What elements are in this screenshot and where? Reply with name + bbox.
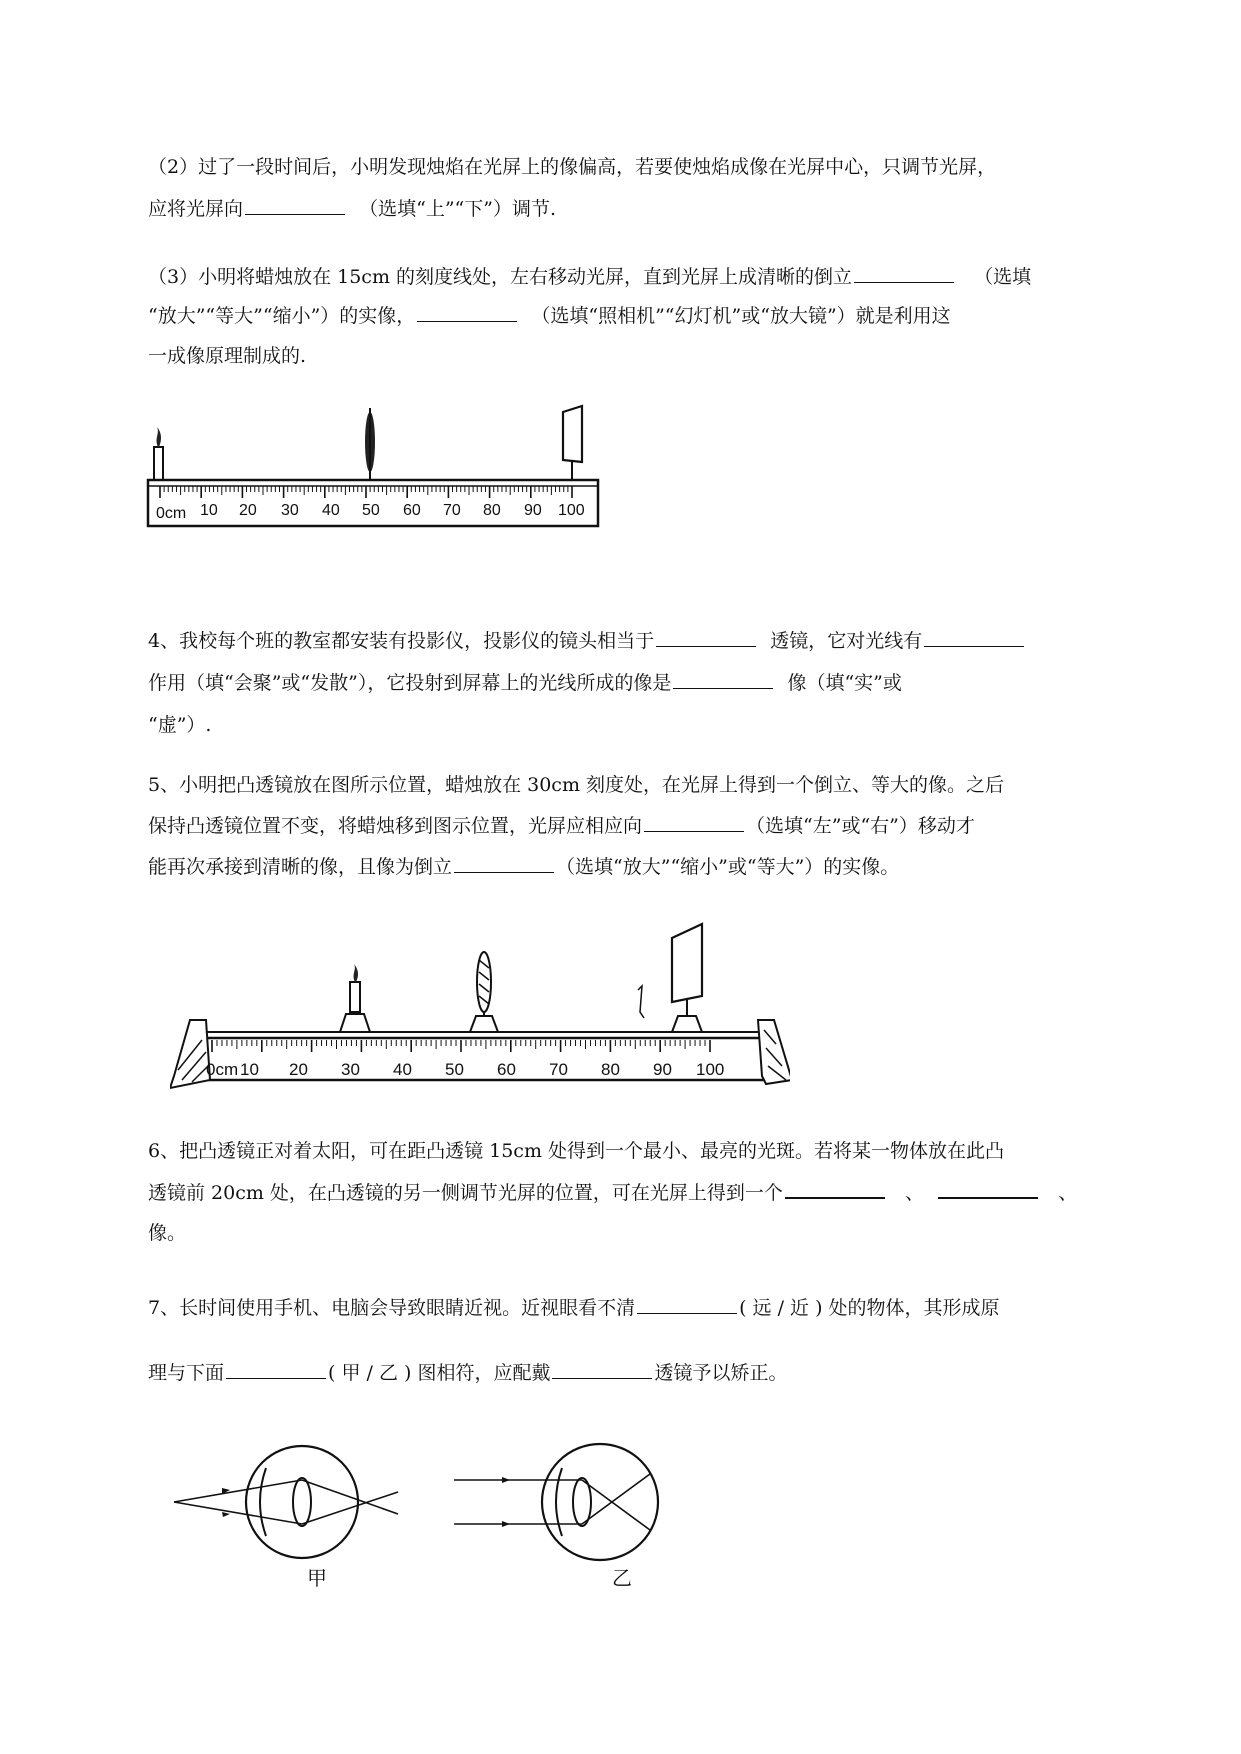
ruler-label: 100	[558, 502, 585, 519]
q6-separator: 、	[1058, 1182, 1078, 1204]
ruler-label: 50	[362, 502, 380, 519]
q7-text-d: ( 甲 / 乙 ) 图相符，应配戴	[328, 1362, 551, 1384]
q6-line1	[148, 1138, 1004, 1164]
ruler-label: 20	[239, 502, 257, 519]
answer-blank[interactable]	[656, 628, 756, 647]
ruler-label: 80	[483, 502, 501, 519]
answer-blank[interactable]	[637, 1295, 737, 1314]
q3-part3-line3	[148, 343, 306, 369]
ruler-label: 80	[601, 1060, 620, 1079]
answer-blank[interactable]	[417, 303, 517, 322]
answer-blank[interactable]	[924, 628, 1024, 647]
q6-text-c: 像。	[148, 1222, 187, 1244]
q4-line1	[148, 628, 1026, 654]
optical-bench-figure-2	[170, 920, 790, 1100]
q6-line2	[148, 1179, 1077, 1206]
answer-blank[interactable]	[454, 854, 554, 873]
ruler-label: 100	[696, 1060, 725, 1079]
q7-text-e: 透镜予以矫正。	[654, 1362, 788, 1384]
q5-text-e: （选填“放大”“缩小”或“等大”）的实像。	[556, 856, 900, 878]
figure-caption-yi: 乙	[612, 1566, 632, 1590]
ruler-label: 10	[200, 502, 218, 519]
q3-part3-text-a: （3）小明将蜡烛放在 15cm 的刻度线处，左右移动光屏，直到光屏上成清晰的倒立	[148, 266, 853, 288]
q5-line3	[148, 854, 899, 880]
ruler-label: 70	[549, 1060, 568, 1079]
q6-text-a: 6、把凸透镜正对着太阳，可在距凸透镜 15cm 处得到一个最小、最亮的光斑。若将某一物体放在此凸	[148, 1140, 1005, 1162]
q5-line2	[148, 813, 975, 839]
answer-blank[interactable]	[785, 1179, 885, 1199]
q4-text-a: 4、我校每个班的教室都安装有投影仪，投影仪的镜头相当于	[148, 630, 655, 652]
q3-part2-text: （2）过了一段时间后，小明发现烛焰在光屏上的像偏高，若要使烛焰成像在光屏中心，只调节光屏，	[148, 156, 997, 178]
q6-line3	[148, 1220, 186, 1246]
q5-text-d: 能再次承接到清晰的像，且像为倒立	[148, 856, 453, 878]
q3-part3-line2	[148, 303, 951, 329]
ruler-label: 60	[497, 1060, 516, 1079]
answer-blank[interactable]	[552, 1360, 652, 1379]
lens-icon	[365, 408, 375, 480]
q4-text-e: “虚”）.	[148, 714, 212, 736]
q5-text-a: 5、小明把凸透镜放在图所示位置，蜡烛放在 30cm 刻度处，在光屏上得到一个倒立、等大的像。之后	[148, 774, 1005, 796]
ruler-label: 30	[341, 1060, 360, 1079]
ruler-label: 90	[524, 502, 542, 519]
screen-icon	[563, 406, 582, 480]
optical-bench-figure-1	[140, 400, 610, 550]
q7-line1	[148, 1295, 1000, 1321]
ruler-label: 40	[322, 502, 340, 519]
q3-part2-line1	[148, 154, 996, 180]
q7-text-c: 理与下面	[148, 1362, 225, 1384]
q3-part3-text-c: “放大”“等大”“缩小”）的实像，	[148, 305, 416, 327]
ruler-label: 0cm	[156, 505, 187, 522]
ruler-label: 70	[443, 502, 461, 519]
answer-blank[interactable]	[673, 670, 773, 689]
q3-part2-text-b: （选填“上”“下”）调节.	[359, 198, 557, 220]
q4-line3	[148, 712, 211, 738]
q3-part3-text-b: （选填	[974, 266, 1032, 288]
ruler-label: 90	[653, 1060, 672, 1079]
answer-blank[interactable]	[938, 1179, 1038, 1199]
q3-part3-text-d: （选填“照相机”“幻灯机”或“放大镜”）就是利用这	[531, 305, 951, 327]
screen-icon	[672, 924, 702, 1032]
q4-line2	[148, 670, 902, 696]
eye-diagram-yi	[450, 1440, 680, 1590]
q4-text-c: 作用（填“会聚”或“发散”），它投射到屏幕上的光线所成的像是	[148, 672, 672, 694]
ruler-label: 0cm	[206, 1060, 239, 1079]
q4-text-b: 透镜，它对光线有	[770, 630, 923, 652]
q3-part2-line2	[148, 196, 556, 222]
ruler-label: 60	[403, 502, 421, 519]
ruler-label: 20	[289, 1060, 308, 1079]
q5-text-b: 保持凸透镜位置不变，将蜡烛移到图示位置，光屏应相应向	[148, 815, 643, 837]
q3-part2-text-a: 应将光屏向	[148, 198, 244, 220]
q7-text-b: ( 远 / 近 ) 处的物体，其形成原	[739, 1297, 1000, 1319]
q5-text-c: （选填“左”或“右”）移动才	[746, 815, 975, 837]
answer-blank[interactable]	[854, 264, 954, 283]
q3-part3-text-e: 一成像原理制成的.	[148, 345, 307, 367]
q7-text-a: 7、长时间使用手机、电脑会导致眼睛近视。近视眼看不清	[148, 1297, 636, 1319]
q3-part3-line1	[148, 264, 1031, 290]
lens-icon	[470, 952, 498, 1032]
figure-caption-jia: 甲	[307, 1566, 327, 1590]
answer-blank[interactable]	[644, 813, 744, 832]
ruler	[200, 1038, 768, 1080]
q7-line2	[148, 1360, 787, 1386]
ruler-label: 30	[281, 502, 299, 519]
q6-separator: 、	[905, 1182, 925, 1204]
answer-blank[interactable]	[226, 1360, 326, 1379]
candle-icon	[340, 964, 370, 1032]
q4-text-d: 像（填“实”或	[787, 672, 902, 694]
q5-line1	[148, 772, 1004, 798]
ruler-label: 40	[393, 1060, 412, 1079]
ruler-label: 10	[240, 1060, 259, 1079]
q6-text-b: 透镜前 20cm 处，在凸透镜的另一侧调节光屏的位置，可在光屏上得到一个	[148, 1182, 783, 1204]
answer-blank[interactable]	[245, 196, 345, 215]
eye-diagram-jia	[170, 1440, 410, 1590]
candle-icon	[154, 427, 163, 480]
ruler-label: 50	[445, 1060, 464, 1079]
